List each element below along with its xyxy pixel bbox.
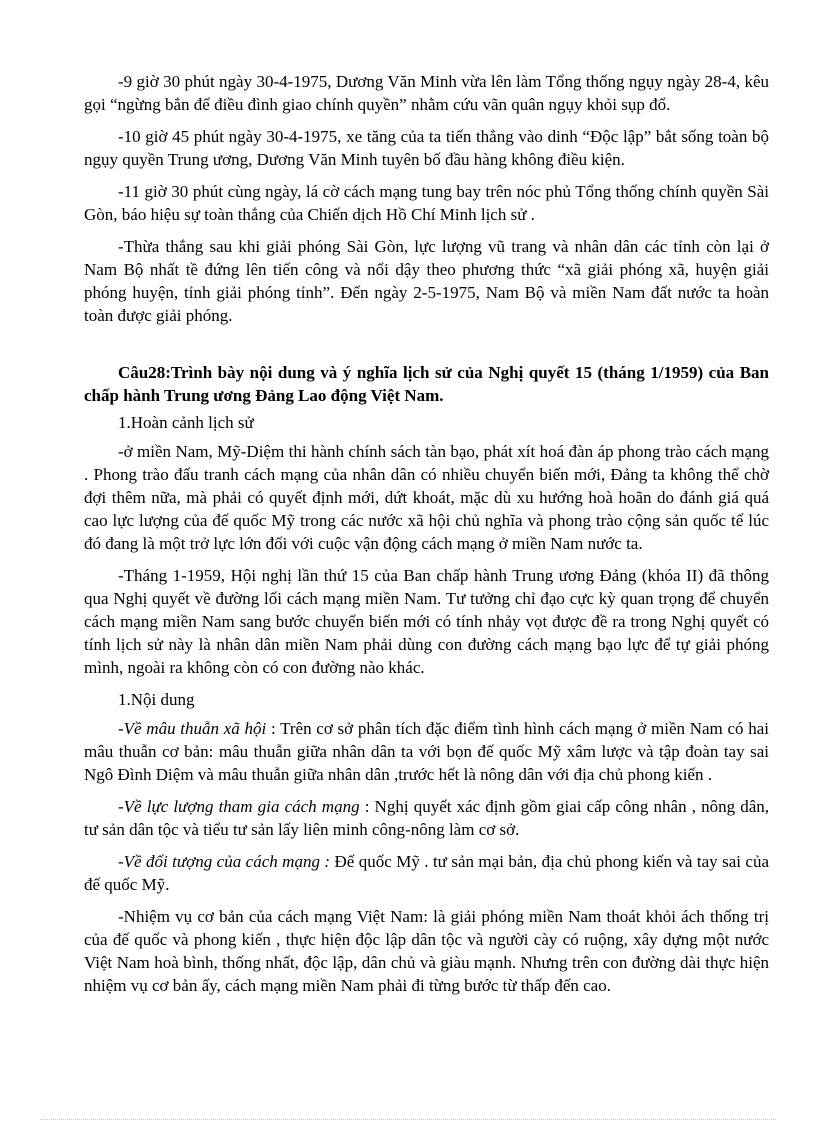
section-heading-content: 1.Nội dung xyxy=(118,690,195,709)
paragraph-revolutionary-forces xyxy=(84,795,769,841)
text-revolutionary-forces: : Nghị quyết xác định gồm giai cấp công nhân , nông dân, tư sản dân tộc và tiểu tư sản lấy liên minh công-nông làm cơ sở. xyxy=(84,797,770,839)
paragraph-liberation-south: -Thừa thắng sau khi giải phóng Sài Gòn, lực lượng vũ trang và nhân dân các tỉnh còn lại ở Nam Bộ nhất tề đứng lên tiến công và nổi dậy theo phương thức “xã giải phóng xã, huyện giải phóng huyện, tỉnh giải phóng tỉnh”. Đến ngày 2-5-1975, Nam Bộ và miền Nam đất nước ta hoàn toàn được giải phóng. xyxy=(84,237,769,325)
label-revolutionary-forces: -Về lực lượng tham gia cách mạng xyxy=(118,797,360,816)
label-revolution-targets: -Về đối tượng của cách mạng : xyxy=(118,852,331,871)
paragraph-basic-tasks: -Nhiệm vụ cơ bản của cách mạng Việt Nam: là giải phóng miền Nam thoát khỏi ách thống trị của đế quốc và phong kiến , thực hiện độc lập dân tộc và người cày có ruộng, xây dựng một nước Việt Nam hoà bình, thống nhất, độc lập, dân chủ và giàu mạnh. Nhưng trên con đường dài thực hiện nhiệm vụ cơ bản ấy, cách mạng miền Nam phải đi từng bước từ thấp đến cao. xyxy=(84,907,769,995)
label-social-contradiction: -Về mâu thuẫn xã hội xyxy=(118,719,267,738)
document-page xyxy=(84,70,769,1006)
paragraph-revolution-targets xyxy=(84,850,769,896)
text-social-contradiction: : Trên cơ sở phân tích đặc điểm tình hình cách mạng ở miền Nam có hai mâu thuẫn cơ bản: mâu thuẫn giữa nhân dân ta với bọn đế quốc Mỹ xâm lược và tập đoàn tay sai Ngô Đình Diệm và mâu thuẫn giữa nhân dân ,trước hết là nông dân với địa chủ phong kiến . xyxy=(84,719,769,784)
paragraph-event-0930: -9 giờ 30 phút ngày 30-4-1975, Dương Văn Minh vừa lên làm Tổng thống ngụy ngày 28-4, kêu gọi “ngừng bắn để điều đình giao chính quyền” nhằm cứu vãn quân ngụy khỏi sụp đổ. xyxy=(84,72,769,114)
paragraph-social-contradiction xyxy=(84,717,769,786)
text-revolution-targets: Đế quốc Mỹ . tư sản mại bản, địa chủ phong kiến và tay sai của đế quốc Mỹ. xyxy=(84,852,769,894)
paragraph-context-2: -Tháng 1-1959, Hội nghị lần thứ 15 của Ban chấp hành Trung ương Đảng (khóa II) đã thông qua Nghị quyết về đường lối cách mạng miền Nam. Tư tưởng chỉ đạo cực kỳ quan trọng để chuyển cách mạng miền Nam sang bước chuyển biến mới có tính nhảy vọt được đề ra trong Nghị quyết có tính lịch sử này là nhân dân miền Nam phải dùng con đường cách mạng bạo lực để tự giải phóng mình, ngoài ra không còn có con đường nào khác. xyxy=(84,566,769,677)
paragraph-context-1: -ở miền Nam, Mỹ-Diệm thi hành chính sách tàn bạo, phát xít hoá đàn áp phong trào cách mạng . Phong trào đấu tranh cách mạng của nhân dân có nhiều chuyển biến mới, Đảng ta không thể chờ đợi thêm nữa, mà phải có quyết định mới, dứt khoát, mặc dù xu hướng hoà hoãn do đánh giá quá cao lực lượng của đế quốc Mỹ trong các nước xã hội chủ nghĩa và phong trào cộng sản quốc tế lúc đó đang là một trở lực lớn đối với cuộc vận động cách mạng ở miền Nam nước ta. xyxy=(84,442,769,553)
page-bottom-divider xyxy=(40,1119,776,1120)
question-title: Câu28:Trình bày nội dung và ý nghĩa lịch sử của Nghị quyết 15 (tháng 1/1959) của Ban chấp hành Trung ương Đảng Lao động Việt Nam. xyxy=(84,363,769,405)
paragraph-event-1130: -11 giờ 30 phút cùng ngày, lá cờ cách mạng tung bay trên nóc phủ Tổng thống chính quyền Sài Gòn, báo hiệu sự toàn thắng của Chiến dịch Hồ Chí Minh lịch sử . xyxy=(84,182,769,224)
paragraph-event-1045: -10 giờ 45 phút ngày 30-4-1975, xe tăng của ta tiến thẳng vào dinh “Độc lập” bắt sống toàn bộ ngụy quyền Trung ương, Dương Văn Minh tuyên bố đầu hàng không điều kiện. xyxy=(84,127,769,169)
section-heading-context: 1.Hoàn cảnh lịch sử xyxy=(118,413,254,432)
